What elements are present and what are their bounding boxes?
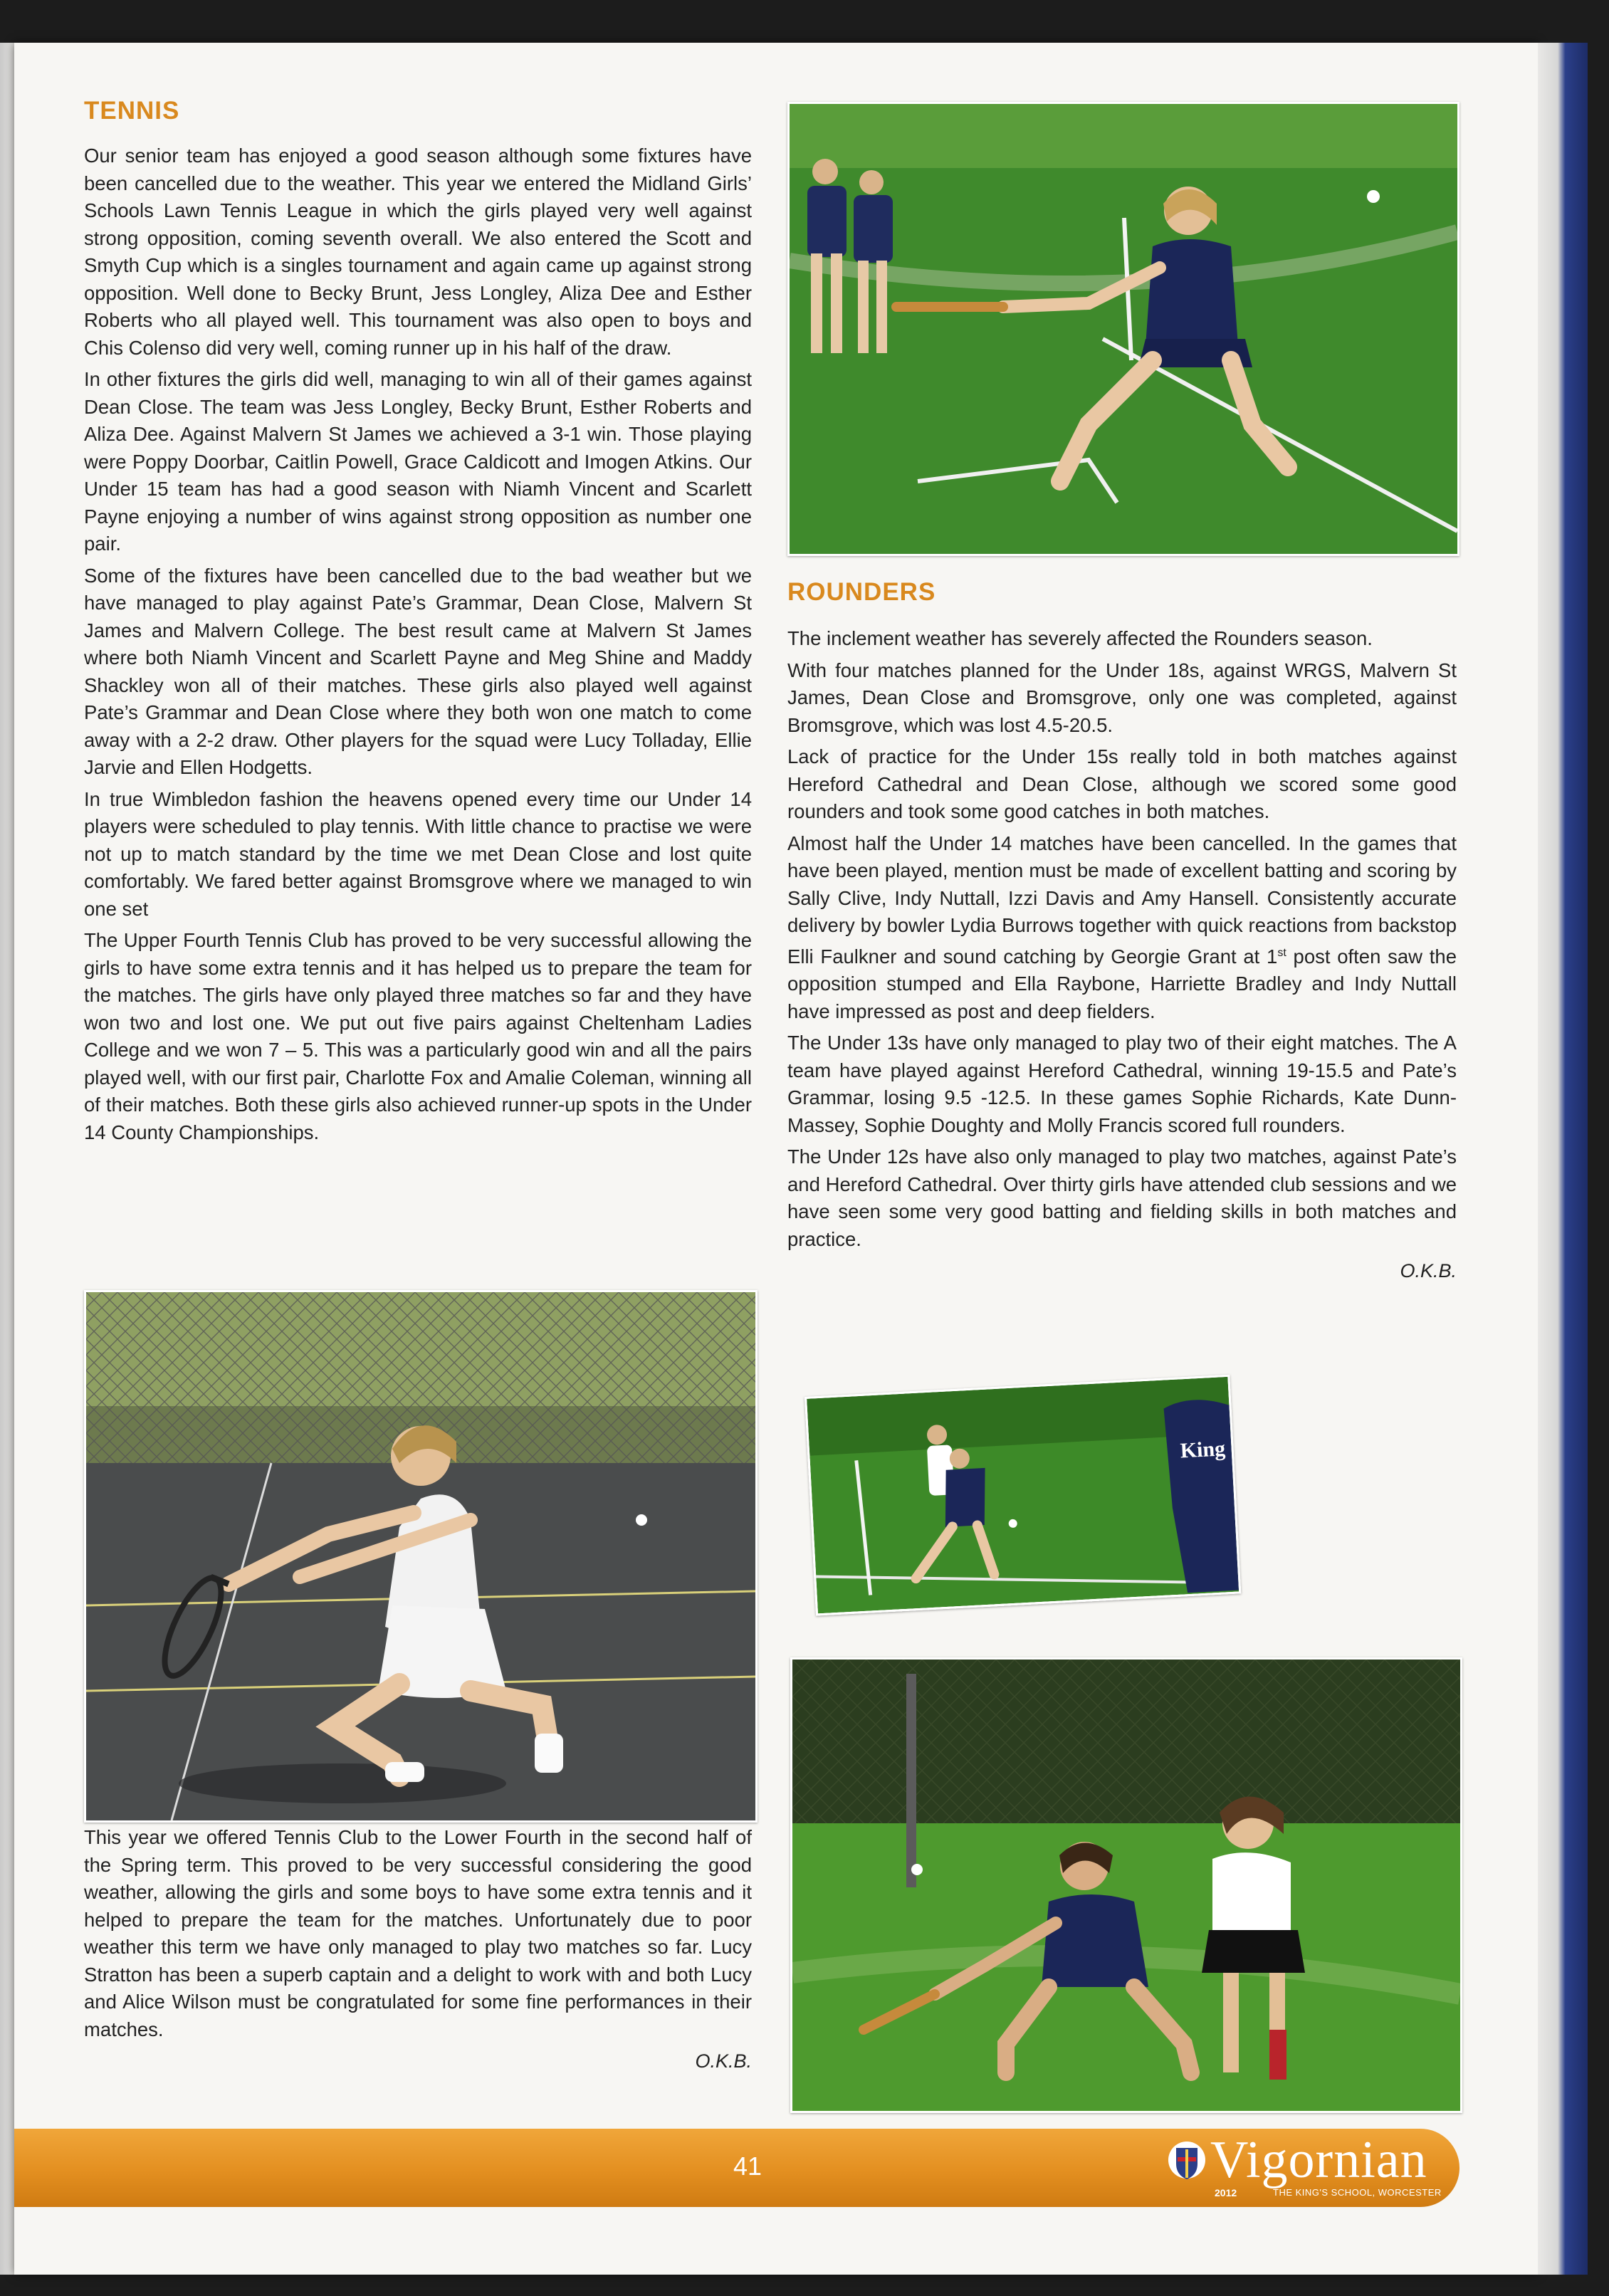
tennis-paragraph: Some of the fixtures have been cancelled due to the bad weather but we have managed to play against Pate’s Grammar, Dean Close, Malvern St James and Malvern College. The best result came at Malvern St James where both Niamh Vincent and Scarlett Payne and Meg Shine and Maddy Shackley won all of their matches. These girls also played well against Pate’s Grammar and Dean Close where they both won one match to come away with a 2-2 draw. Other players for the squad were Lucy Tolladay, Ellie Jarvie and Ellen Hodgetts. [84,564,752,778]
tennis-club-paragraph: This year we offered Tennis Club to the Lower Fourth in the second half of the Spring term. This proved to be very successful considering the good weather, allowing the girls and some boys to have some extra tennis and it helped to prepare the team for the matches. Unfortunately due to poor weather this term we have only managed to play two matches so far. Lucy Stratton has been a superb captain and a delight to work with and both Lucy and Alice Wilson must be congratulated for some fine performances in their matches. [84,1826,752,2040]
school-crest-icon [1168,2138,1206,2182]
rounders-paragraph: The Under 13s have only managed to play two of their eight matches. The A team have played against Hereford Cathedral, winning 19-15.5 and Pate’s Grammar, losing 9.5 -12.5. In these games Sophie Richards, Kate Dunn-Massey, Sophie Doughty and Molly Francis scored full rounders. [787,1032,1457,1136]
tennis-club-text [84,1824,752,2080]
tennis-photo-illustration [86,1292,755,1820]
rounders-paragraph: The Under 12s have also only managed to play two matches, against Pate’s and Hereford Cathedral. Over thirty girls have attended club sessions and we have seen some very good batting and fielding skills in both matches and practice. [787,1146,1457,1250]
rounders-paragraph: Lack of practice for the Under 15s really told in both matches against Hereford Cathedral and Dean Close, although we scored some good rounders and took some good catches in both matches. [787,745,1457,822]
school-name: THE KING'S SCHOOL, WORCESTER [1273,2187,1442,2198]
rounders-heading: ROUNDERS [787,578,936,606]
tennis-paragraph: In other fixtures the girls did well, managing to win all of their games against Dean Close. The team was Jess Longley, Becky Brunt, Esther Roberts and Aliza Dee. Against Malvern St James we achieved a 3-1 win. Those playing were Poppy Doorbar, Caitlin Powell, Grace Caldicott and Imogen Atkins. Our Under 15 team has had a good season with Niamh Vincent and Scarlett Payne enjoying a number of wins against strong opposition as number one pair. [84,368,752,555]
shirt-lettering: King [1179,1437,1226,1463]
ordinal-suffix: st [1277,946,1286,959]
magazine-logo: Vigornian [1210,2131,1427,2189]
tennis-paragraph: Our senior team has enjoyed a good season although some fixtures have been cancelled due to the weather. This year we entered the Midland Girls’ Schools Lawn Tennis League in which the girls played very well against strong opposition, coming seventh overall. We also entered the Scott and Smyth Cup which is a singles tournament and again came up against strong opposition. Well done to Becky Brunt, Jess Longley, Aliza Dee and Esther Roberts who all played well. This tournament was also open to boys and Chis Colenso did very well, coming runner up in his half of the draw. [84,145,752,359]
under14-text-part: Almost half the Under 14 matches have been cancelled. In the games that have been played, mention must be made of excellent batting and scoring by Sally Clive, Indy Nuttall, Izzi Davis and Amy Hansell. Consistently accurate delivery by bowler Lydia Burrows together with quick reactions from backstop Elli Faulkner and sound catching by Georgie Grant at 1 [787,832,1457,968]
running-photo-illustration [807,1377,1239,1614]
rounders-batter-photo [787,102,1459,556]
rounders-paragraph-under14 [787,830,1457,1026]
magazine-year: 2012 [1215,2187,1237,2198]
rounders-text-column [787,625,1457,1289]
rounders-fielders-photo [790,1657,1462,2113]
under14-text-part: post often saw the opposition stumped and Ella Raybone, Harriette Bradley and Indy Nuttall have impressed as post and deep fielders. [787,945,1457,1022]
tennis-player-photo [84,1290,758,1823]
rounders-paragraph: The inclement weather has severely affected the Rounders season. [787,627,1373,649]
tennis-text-column [84,142,752,1150]
rounders-paragraph: With four matches planned for the Under 18s, against WRGS, Malvern St James, Dean Close and Bromsgrove, only one was completed, against Bromsgrove, which was lost 4.5-20.5. [787,659,1457,736]
fielders-photo-illustration [792,1660,1460,2111]
page-number: 41 [733,2151,762,2181]
tennis-heading: TENNIS [84,97,180,125]
rounders-signature: O.K.B. [1400,1260,1457,1282]
rounders-running-photo [804,1375,1241,1616]
tennis-paragraph: In true Wimbledon fashion the heavens opened every time our Under 14 players were scheduled to play tennis. With little chance to practise we were not up to match standard by the time we met Dean Close and lost quite comfortably. We fared better against Bromsgrove where we managed to win one set [84,787,752,920]
rounders-photo-illustration [790,104,1457,554]
tennis-signature: O.K.B. [695,2050,752,2072]
tennis-paragraph: The Upper Fourth Tennis Club has proved to be very successful allowing the girls to have some extra tennis and it has helped us to prepare the team for the matches. The girls have only played three matches so far and they have won two and lost one. We put out five pairs against Cheltenham Ladies College and we won 7 – 5. This was a particularly good win and all the pairs played well, with our first pair, Charlotte Fox and Amalie Coleman, winning all of their matches. Both these girls also achieved runner-up spots in the Under 14 County Championships. [84,929,752,1143]
page-edge [1538,43,1588,2275]
